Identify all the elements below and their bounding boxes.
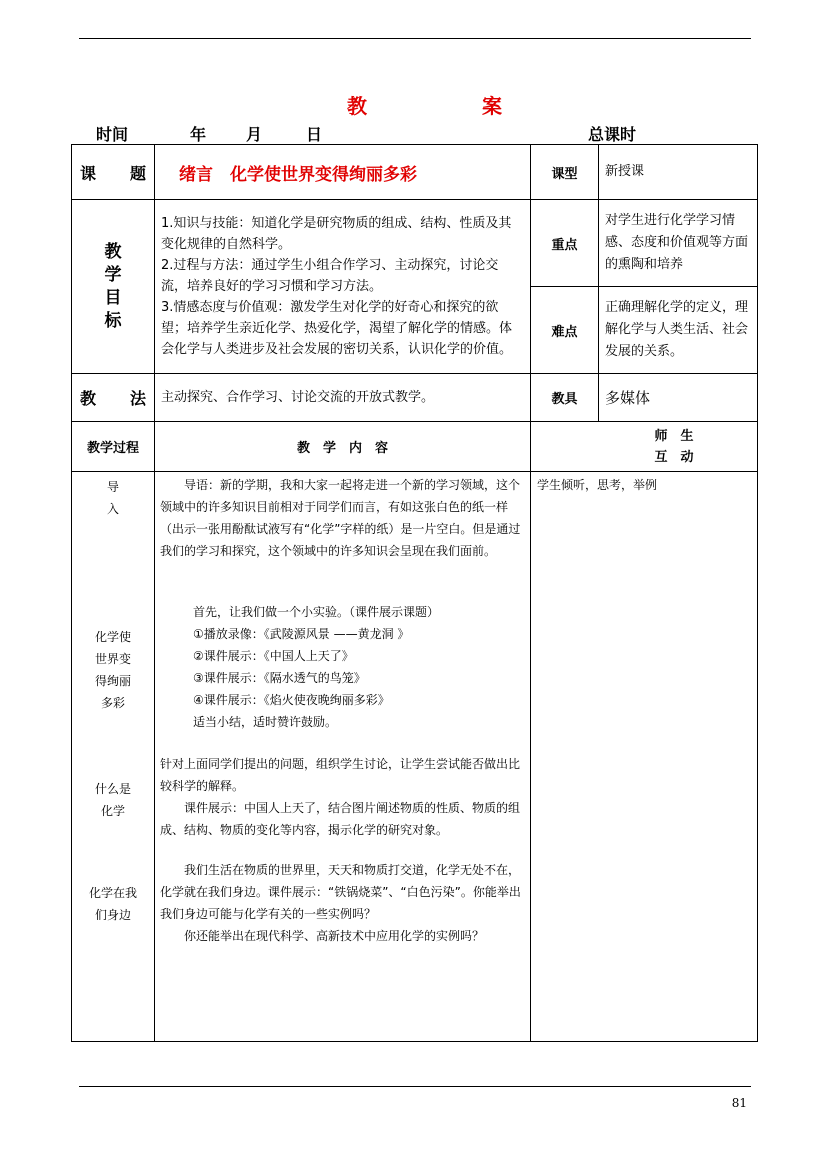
goal-emotion: 3.情感态度与价值观：激发学生对化学的好奇心和探究的欲望；培养学生亲近化学、热爱化学，渴望了解化学的情感。体会化学与人类进步及社会发展的密切关系，认识化学的价值。: [161, 300, 513, 357]
content-header: 教 学 内 容: [155, 422, 531, 472]
lesson-type-value: 新授课: [605, 164, 645, 179]
content-summary: 适当小结，适时赞许鼓励。: [193, 715, 338, 729]
interaction-header: 师 生 互 动: [531, 422, 758, 472]
header-rule: [79, 38, 751, 39]
lesson-type-value-cell: [599, 145, 758, 200]
topic-label: 课 题: [80, 163, 146, 183]
method-value: 主动探究、合作学习、讨论交流的开放式教学。: [161, 389, 435, 405]
footer-rule: [79, 1086, 751, 1087]
doc-title-right: 案: [482, 94, 502, 118]
content-tech: 你还能举出在现代科学、高新技术中应用化学的实例吗？: [184, 929, 485, 943]
key-point-row: [72, 200, 758, 287]
method-row: [72, 374, 758, 422]
tools-value: 多媒体: [605, 388, 651, 407]
process-header: 教学过程: [72, 422, 155, 472]
content-experiment: 首先，让我们做一个小实验。（课件展示课题）: [193, 605, 440, 619]
process-header-row: [72, 422, 758, 472]
key-point-value-cell: [599, 200, 758, 287]
topic-title: 绪言 化学使世界变得绚丽多彩: [179, 164, 417, 185]
day-label: 日: [306, 125, 323, 144]
total-hours-label: 总课时: [588, 125, 637, 144]
method-value-cell: [155, 374, 531, 422]
difficulty-value: 正确理解化学的定义，理解化学与人类生活、社会发展的关系。: [605, 300, 749, 359]
doc-title-left: 教: [347, 94, 367, 118]
method-label-cell: [72, 374, 155, 422]
key-point-label: 重点: [531, 200, 599, 287]
topic-label-cell: [72, 145, 155, 200]
topic-row: [72, 145, 758, 200]
content-courseware: 课件展示：中国人上天了，结合图片阐述物质的性质、物质的组成、结构、物质的变化等内容，揭示化学的研究对象。: [160, 801, 521, 837]
method-label: 教 法: [80, 389, 146, 408]
content-item-2: ②课件展示：《中国人上天了》: [193, 649, 354, 663]
goals-content: [155, 200, 531, 374]
topic-title-cell: [155, 145, 531, 200]
process-body-row: [72, 472, 758, 1042]
month-label: 月: [246, 125, 263, 144]
lesson-plan-table: [71, 144, 758, 1042]
process-stages: [72, 472, 155, 1042]
page-number: 81: [731, 1096, 747, 1110]
difficulty-label: 难点: [531, 287, 599, 374]
goals-label: 教 学 目 标: [104, 241, 122, 331]
content-item-3: ③课件展示：《隔水透气的鸟笼》: [193, 671, 366, 685]
lesson-type-label: 课型: [531, 145, 599, 200]
difficulty-value-cell: [599, 287, 758, 374]
tools-label: 教具: [531, 374, 599, 422]
key-point-value: 对学生进行化学学习情感、态度和价值观等方面的熏陶和培养: [605, 213, 749, 272]
content-item-1: ①播放录像：《武陵源风景 ——黄龙洞 》: [193, 627, 410, 641]
content-life: 我们生活在物质的世界里，天天和物质打交道，化学无处不在，化学就在我们身边。课件展示：“铁锅烧菜”、“白色污染”。你能举出我们身边可能与化学有关的一些实例吗？: [160, 863, 521, 921]
goals-label-cell: [72, 200, 155, 374]
stage-chemistry-around-us: 化学在我 们身边: [88, 886, 137, 922]
tools-value-cell: [599, 374, 758, 422]
interaction-text: 学生倾听，思考，举例: [537, 478, 658, 492]
time-label: 时间: [96, 125, 129, 144]
stage-what-is-chemistry: 什么是 化学: [94, 782, 131, 818]
goal-process: 2.过程与方法：通过学生小组合作学习、主动探究，讨论交流，培养良好的学习习惯和学习方法。: [161, 258, 499, 294]
stage-colorful: 化学使 世界变 得绚丽 多彩: [94, 630, 131, 710]
content-discussion: 针对上面同学们提出的问题，组织学生讨论，让学生尝试能否做出比较科学的解释。: [160, 757, 521, 793]
stage-intro: 导 入: [106, 480, 119, 516]
year-label: 年: [190, 125, 207, 144]
teacher-student-interaction: [531, 472, 758, 1042]
goal-knowledge: 1.知识与技能：知道化学是研究物质的组成、结构、性质及其变化规律的自然科学。: [161, 216, 512, 252]
teaching-content: [155, 472, 531, 1042]
content-item-4: ④课件展示：《焰火使夜晚绚丽多彩》: [193, 693, 390, 707]
content-intro: 导语：新的学期，我和大家一起将走进一个新的学习领域，这个领域中的许多知识目前相对于同学们而言，有如这张白色的纸一样（出示一张用酚酞试液写有“化学”字样的纸）是一片空白。但是通过我们的学习和探究，这个领域中的许多知识会呈现在我们面前。: [160, 478, 521, 558]
